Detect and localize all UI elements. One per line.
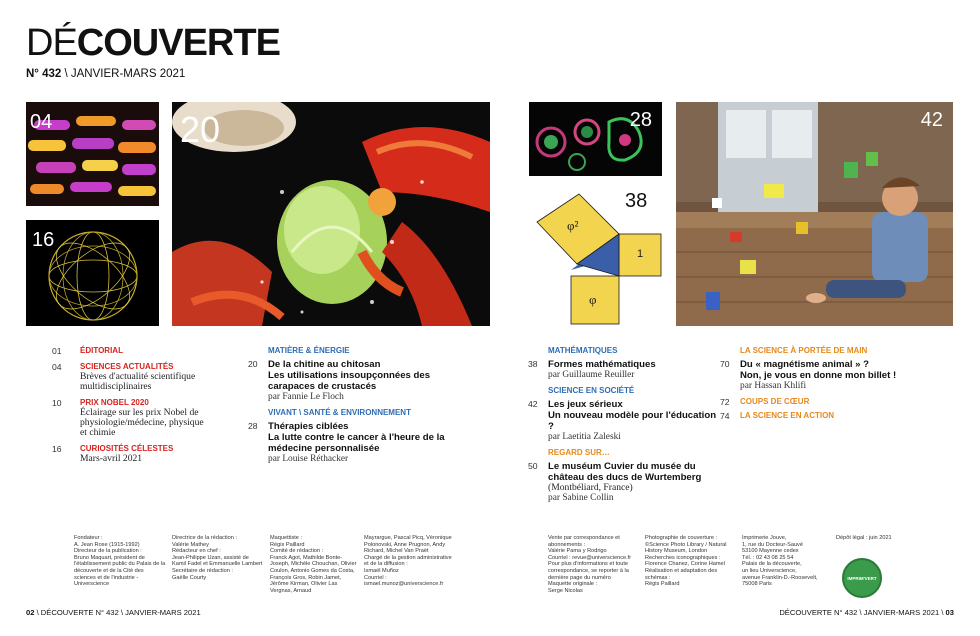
image-tile-20[interactable] (172, 102, 490, 326)
mid-toc (248, 346, 448, 470)
left-toc (52, 346, 212, 470)
page-number-16: 16 (32, 229, 55, 251)
phi-label: φ (589, 292, 597, 307)
credits-management: Mayrargue, Pascal Picq, Véronique Polonovski, Anne Prugnon, Andy Richard, Michel Van Praët Chargé de la gestion administrative et de la diffusion : Ismaël Muñoz Courriel : ismael.munoz@universcience.fr (364, 535, 452, 588)
magazine-title: DÉCOUVERTE (26, 22, 280, 64)
footer-left: 02 \ DÉCOUVERTE N° 432 \ JANVIER-MARS 2021 (26, 608, 201, 617)
toc-entry-curiosites[interactable]: 16 CURIOSITÉS CÉLESTES Mars-avril 2021 (52, 444, 174, 464)
golden-ratio-squares (529, 182, 669, 326)
toc-entry-sciences-actualites[interactable]: 04 SCIENCES ACTUALITÉS Brèves d'actualité scientifique multidisciplinaires (52, 362, 196, 392)
footer-right: DÉCOUVERTE N° 432 \ JANVIER-MARS 2021 \ 03 (779, 608, 954, 617)
image-tile-04[interactable] (26, 102, 159, 206)
page-number-28: 28 (629, 109, 652, 131)
section-portee: LA SCIENCE À PORTÉE DE MAIN (740, 346, 868, 355)
section-matiere: MATIÈRE & ÉNERGIE (268, 346, 350, 355)
pythagoras-diagram[interactable] (529, 182, 669, 326)
one-label: 1 (637, 248, 644, 260)
far-right-toc (720, 346, 920, 427)
toc-entry-coups[interactable]: 72 COUPS DE CŒUR (720, 397, 810, 407)
credits-editorial: Directrice de la rédaction : Valérie Mathey Rédacteur en chef : Jean-Philippe Uzan, assisté de Kamil Fadel et Emmanuelle Lambert Secrétaire de rédaction : Gaëlle Courty (172, 535, 263, 581)
toc-entry-prix-nobel[interactable]: 10 PRIX NOBEL 2020 Éclairage sur les prix Nobel de physiologie/médecine, physique et chimie (52, 398, 204, 438)
page-number-04: 04 (30, 111, 53, 133)
credits-committee: Maquettiste : Régis Paillard Comité de rédaction : Franck Agot, Mathilde Bonte-Joseph, Michèle Chouchan, Olivier Coulon, Antonio Gomes da Costa, François Gros, Robin Jamet, Jérôme Kirman, Olivier Las Vergnas, Arnaud (270, 535, 357, 594)
boy-playing-game-image (676, 102, 953, 326)
imprim-vert-logo: IMPRIM'VERT (842, 558, 882, 598)
credits-photo: Photographie de couverture : ©Science Photo Library / Natural History Museum, London Recherches iconographiques : Florence Chanez, Corine Hamel Réalisation et adaptation des schémas : Régis Paillard (645, 535, 727, 588)
section-vivant: VIVANT \ SANTÉ & ENVIRONNEMENT (268, 408, 411, 417)
credits-sales: Vente par correspondance et abonnements : Valérie Pama y Rodrigo Courriel : revue@universcience.fr Pour plus d'informations et toute correspondance, se reporter à la dernière page du numéro Maquette originale : Serge Nicolas (548, 535, 632, 594)
toc-entry-jeux[interactable]: 42 Les jeux sérieux Un nouveau modèle pour l'éducation ? par Laetitia Zaleski (528, 399, 717, 442)
toc-entry-editorial[interactable]: 01 ÉDITORIAL (52, 346, 123, 356)
toc-entry-chitine[interactable]: 20 De la chitine au chitosan Les utilisations insoupçonnées des carapaces de crustacés par Fannie Le Floch (248, 359, 431, 402)
section-mathematiques: MATHÉMATIQUES (548, 346, 618, 355)
legal-deposit: Dépôt légal : juin 2021 (836, 535, 892, 541)
page-number-38: 38 (625, 190, 648, 212)
image-tile-16[interactable] (26, 220, 159, 326)
image-tile-28[interactable] (529, 102, 662, 176)
page-number-20: 20 (180, 109, 221, 150)
section-regard: REGARD SUR… (548, 448, 610, 457)
toc-entry-formes[interactable]: 38 Formes mathématiques par Guillaume Reuiller (528, 359, 656, 380)
page-number-42: 42 (920, 109, 943, 131)
issue-line: N° 432 \ JANVIER-MARS 2021 (26, 68, 186, 80)
toc-entry-magnetisme[interactable]: 70 Du « magnétisme animal » ? Non, je vous en donne mon billet ! par Hassan Khlifi (720, 359, 897, 391)
phi-squared-label: φ² (567, 218, 579, 233)
credits-founder: Fondateur : A. Jean Rose (1915-1992) Directeur de la publication : Bruno Maquart, président de l'établissement public du Palais de la découverte et de la Cité des sciences et de l'industrie - Universcience (74, 535, 166, 588)
credits-printer: Imprimerie Jouve, 1, rue du Docteur-Sauvé 53100 Mayenne cedex Tél. : 02 43 08 25 54 Palais de la découverte, un lieu Universcience, avenue Franklin-D.-Roosevelt, 75008 Paris (742, 535, 818, 588)
right-toc (528, 346, 718, 509)
toc-entry-action[interactable]: 74 LA SCIENCE EN ACTION (720, 411, 835, 421)
section-societe: SCIENCE EN SOCIÉTÉ (548, 386, 635, 395)
toc-entry-museum[interactable]: 50 Le muséum Cuvier du musée du château des ducs de Wurtemberg (Montbéliard, France) par Sabine Collin (528, 461, 702, 503)
image-tile-42[interactable] (676, 102, 953, 326)
toc-entry-therapies[interactable]: 28 Thérapies ciblées La lutte contre le cancer à l'heure de la médecine personnalisée par Louise Réthacker (248, 421, 445, 464)
